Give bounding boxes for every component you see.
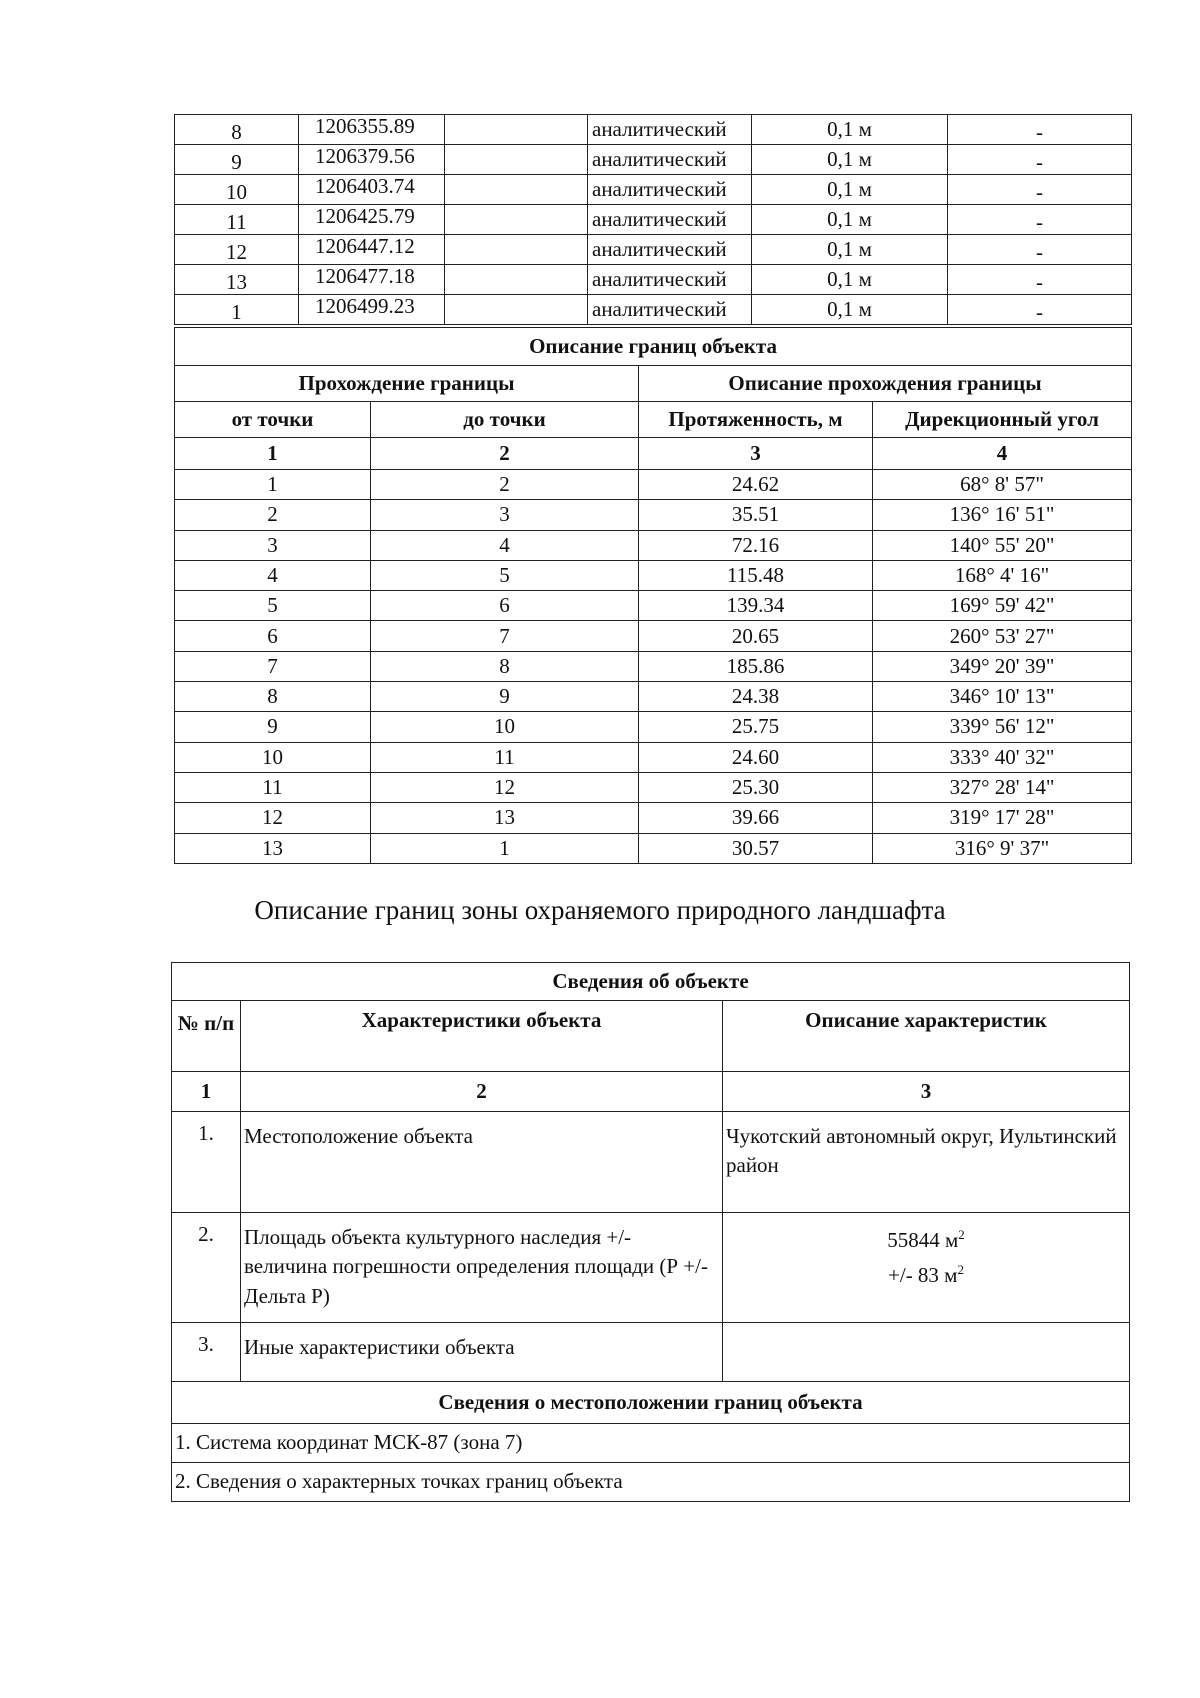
coordinate-y [445, 115, 588, 145]
direction-angle: 260° 53' 27" [873, 621, 1132, 651]
direction-angle: 333° 40' 32" [873, 742, 1132, 772]
from-point: 3 [175, 530, 371, 560]
boundary-group-header-description: Описание прохождения границы [639, 366, 1132, 402]
to-point: 4 [371, 530, 639, 560]
accuracy-value: 0,1 м [752, 235, 948, 265]
col-index: 3 [639, 438, 873, 470]
point-note: - [948, 175, 1132, 205]
accuracy-value: 0,1 м [752, 265, 948, 295]
coordinate-y [445, 205, 588, 235]
direction-angle: 319° 17' 28" [873, 803, 1132, 833]
coordinate-row [175, 265, 1132, 295]
boundary-row [175, 530, 1132, 560]
col-header-length: Протяженность, м [639, 402, 873, 438]
boundary-row [175, 772, 1132, 802]
point-note: - [948, 235, 1132, 265]
point-note: - [948, 265, 1132, 295]
segment-length: 20.65 [639, 621, 873, 651]
accuracy-value: 0,1 м [752, 295, 948, 325]
coordinates-table [174, 114, 1132, 325]
point-number: 12 [175, 235, 299, 265]
col-index: 1 [175, 438, 371, 470]
boundary-row [175, 651, 1132, 681]
row-num: 2. [172, 1213, 241, 1323]
to-point: 5 [371, 560, 639, 590]
direction-angle: 346° 10' 13" [873, 682, 1132, 712]
table-row [172, 1112, 1130, 1213]
coordinate-row [175, 205, 1132, 235]
coordinate-x: 1206499.23 [299, 295, 445, 325]
point-number: 9 [175, 145, 299, 175]
from-point: 9 [175, 712, 371, 742]
segment-length: 115.48 [639, 560, 873, 590]
boundary-description-table [174, 327, 1132, 864]
coordinate-row [175, 295, 1132, 325]
boundary-row [175, 470, 1132, 500]
direction-angle: 140° 55' 20" [873, 530, 1132, 560]
direction-angle: 168° 4' 16" [873, 560, 1132, 590]
to-point: 2 [371, 470, 639, 500]
determination-method: аналитический [588, 175, 752, 205]
coordinate-system-line: 1. Система координат МСК-87 (зона 7) [172, 1424, 1130, 1463]
coordinate-y [445, 265, 588, 295]
other-characteristics-label: Иные характеристики объекта [241, 1323, 723, 1382]
direction-angle: 169° 59' 42" [873, 591, 1132, 621]
coordinate-x: 1206425.79 [299, 205, 445, 235]
to-point: 9 [371, 682, 639, 712]
location-section-title: Сведения о местоположении границ объекта [172, 1382, 1130, 1424]
point-note: - [948, 115, 1132, 145]
location-value: Чукотский автономный округ, Иультинский район [723, 1112, 1130, 1213]
area-error: +/- 83 м [888, 1262, 958, 1287]
from-point: 8 [175, 682, 371, 712]
area-label: Площадь объекта культурного наследия +/- величина погрешности определения площади (Р +/- Дельта Р) [241, 1213, 723, 1323]
boundary-row [175, 591, 1132, 621]
determination-method: аналитический [588, 265, 752, 295]
point-number: 8 [175, 115, 299, 145]
to-point: 11 [371, 742, 639, 772]
from-point: 7 [175, 651, 371, 681]
boundary-row [175, 742, 1132, 772]
from-point: 4 [175, 560, 371, 590]
segment-length: 185.86 [639, 651, 873, 681]
determination-method: аналитический [588, 205, 752, 235]
boundary-row [175, 682, 1132, 712]
to-point: 10 [371, 712, 639, 742]
segment-length: 35.51 [639, 500, 873, 530]
to-point: 12 [371, 772, 639, 802]
row-num: 1. [172, 1112, 241, 1213]
from-point: 1 [175, 470, 371, 500]
determination-method: аналитический [588, 115, 752, 145]
table-row [172, 1213, 1130, 1323]
direction-angle: 349° 20' 39" [873, 651, 1132, 681]
coordinate-row [175, 175, 1132, 205]
coordinate-x: 1206355.89 [299, 115, 445, 145]
direction-angle: 327° 28' 14" [873, 772, 1132, 802]
boundary-row [175, 833, 1132, 863]
col-header-to: до точки [371, 402, 639, 438]
boundary-row [175, 621, 1132, 651]
segment-length: 25.30 [639, 772, 873, 802]
from-point: 11 [175, 772, 371, 802]
coordinate-x: 1206477.18 [299, 265, 445, 295]
segment-length: 24.60 [639, 742, 873, 772]
other-characteristics-value [723, 1323, 1130, 1382]
header-num: № п/п [172, 1001, 241, 1072]
accuracy-value: 0,1 м [752, 205, 948, 235]
segment-length: 25.75 [639, 712, 873, 742]
boundary-row [175, 803, 1132, 833]
table-row [172, 1323, 1130, 1382]
col-index: 2 [241, 1072, 723, 1112]
coordinate-x: 1206379.56 [299, 145, 445, 175]
header-description: Описание характеристик [723, 1001, 1130, 1072]
point-number: 1 [175, 295, 299, 325]
coordinate-x: 1206403.74 [299, 175, 445, 205]
to-point: 6 [371, 591, 639, 621]
col-index: 3 [723, 1072, 1130, 1112]
point-number: 13 [175, 265, 299, 295]
to-point: 8 [371, 651, 639, 681]
segment-length: 139.34 [639, 591, 873, 621]
area-value: 55844 м [887, 1228, 959, 1252]
col-header-angle: Дирекционный угол [873, 402, 1132, 438]
coordinate-x: 1206447.12 [299, 235, 445, 265]
coordinate-y [445, 235, 588, 265]
location-label: Местоположение объекта [241, 1112, 723, 1213]
from-point: 13 [175, 833, 371, 863]
point-number: 10 [175, 175, 299, 205]
col-index: 1 [172, 1072, 241, 1112]
direction-angle: 136° 16' 51" [873, 500, 1132, 530]
accuracy-value: 0,1 м [752, 175, 948, 205]
col-index: 4 [873, 438, 1132, 470]
from-point: 5 [175, 591, 371, 621]
from-point: 6 [175, 621, 371, 651]
point-note: - [948, 145, 1132, 175]
determination-method: аналитический [588, 295, 752, 325]
coordinate-row [175, 235, 1132, 265]
area-unit-power: 2 [958, 1227, 965, 1242]
col-index: 2 [371, 438, 639, 470]
segment-length: 24.38 [639, 682, 873, 712]
point-number: 11 [175, 205, 299, 235]
point-note: - [948, 205, 1132, 235]
segment-length: 24.62 [639, 470, 873, 500]
segment-length: 72.16 [639, 530, 873, 560]
boundary-title: Описание границ объекта [175, 328, 1132, 366]
area-unit-power: 2 [957, 1261, 964, 1277]
direction-angle: 339° 56' 12" [873, 712, 1132, 742]
direction-angle: 316° 9' 37" [873, 833, 1132, 863]
row-num: 3. [172, 1323, 241, 1382]
header-characteristics: Характеристики объекта [241, 1001, 723, 1072]
point-note: - [948, 295, 1132, 325]
to-point: 3 [371, 500, 639, 530]
object-info-title: Сведения об объекте [172, 963, 1130, 1001]
direction-angle: 68° 8' 57" [873, 470, 1132, 500]
coordinate-row [175, 115, 1132, 145]
from-point: 12 [175, 803, 371, 833]
from-point: 10 [175, 742, 371, 772]
boundary-group-header-passage: Прохождение границы [175, 366, 639, 402]
coordinate-y [445, 295, 588, 325]
determination-method: аналитический [588, 145, 752, 175]
object-info-table [171, 962, 1130, 1502]
coordinate-row [175, 145, 1132, 175]
boundary-row [175, 560, 1132, 590]
accuracy-value: 0,1 м [752, 115, 948, 145]
segment-length: 39.66 [639, 803, 873, 833]
characteristic-points-line: 2. Сведения о характерных точках границ объекта [172, 1463, 1130, 1502]
coordinate-y [445, 145, 588, 175]
coordinate-y [445, 175, 588, 205]
from-point: 2 [175, 500, 371, 530]
determination-method: аналитический [588, 235, 752, 265]
boundary-row [175, 500, 1132, 530]
segment-length: 30.57 [639, 833, 873, 863]
to-point: 1 [371, 833, 639, 863]
area-value-cell [723, 1213, 1130, 1323]
to-point: 13 [371, 803, 639, 833]
col-header-from: от точки [175, 402, 371, 438]
zone-heading: Описание границ зоны охраняемого природного ландшафта [254, 895, 946, 925]
boundary-row [175, 712, 1132, 742]
accuracy-value: 0,1 м [752, 145, 948, 175]
to-point: 7 [371, 621, 639, 651]
